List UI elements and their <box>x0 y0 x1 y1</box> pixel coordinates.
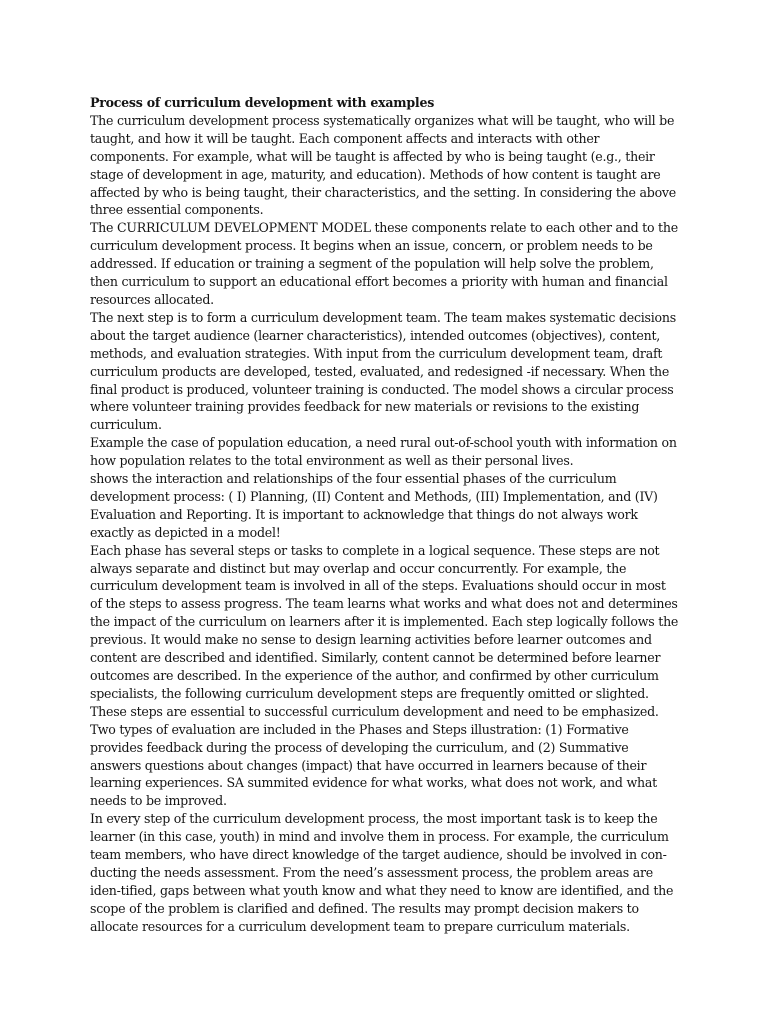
paragraph-3: The next step is to form a curriculum development team. The team makes systematic decisions about the target audience (learner characteristics), intended outcomes (objectives), content, methods, and evaluation strategies. With input from the curriculum development team, draft curriculum products are developed, tested, evaluated, and redesigned -if necessary. When the final product is produced, volunteer training is conducted. The model shows a circular process where volunteer training provides feedback for new materials or revisions to the existing curriculum. <box>90 309 676 433</box>
paragraph-1: The curriculum development process systematically organizes what will be taught, who will be taught, and how it will be taught. Each component affects and interacts with other components. For example, what will be taught is affected by who is being taught (e.g., their stage of development in age, maturity, and education). Methods of how content is taught are affected by who is being taught, their characteristics, and the setting. In considering the above three essential components. <box>90 112 676 218</box>
document-page <box>90 94 680 936</box>
paragraph-5: shows the interaction and relationships of the four essential phases of the curriculum development process: ( I) Planning, (II) Content and Methods, (III) Implementation, and (IV) Evaluation and Reporting. It is important to acknowledge that things do not always work exactly as depicted in a model! <box>90 471 658 540</box>
paragraph-6: Each phase has several steps or tasks to complete in a logical sequence. These steps are not always separate and distinct but may overlap and occur concurrently. For example, the curriculum development team is involved in all of the steps. Evaluations should occur in most of the steps to assess progress. The team learns what works and what does not and determines the impact of the curriculum on learners after it is implemented. Each step logically follows the previous. It would make no sense to design learning activities before learner outcomes and content are described and identified. Similarly, content cannot be determined before learner outcomes are described. In the experience of the author, and confirmed by other curriculum specialists, the following curriculum development steps are frequently omitted or slighted. These steps are essential to successful curriculum development and need to be emphasized. <box>90 542 679 719</box>
paragraph-8: In every step of the curriculum development process, the most important task is to keep the learner (in this case, youth) in mind and involve them in process. For example, the curriculum team members, who have direct knowledge of the target audience, should be involved in con-ducting the needs assessment. From the need’s assessment process, the problem areas are iden-tified, gaps between what youth know and what they need to know are identified, and the scope of the problem is clarified and defined. The results may prompt decision makers to allocate resources for a curriculum development team to prepare curriculum materials. <box>90 811 674 934</box>
document-title: Process of curriculum development with examples <box>90 95 435 110</box>
paragraph-7: Two types of evaluation are included in the Phases and Steps illustration: (1) Formative provides feedback during the process of developing the curriculum, and (2) Summative answers questions about changes (impact) that have occurred in learners because of their learning experiences. SA summited evidence for what works, what does not work, and what needs to be improved. <box>90 721 657 809</box>
paragraph-2: The CURRICULUM DEVELOPMENT MODEL these components relate to each other and to the curriculum development process. It begins when an issue, concern, or problem needs to be addressed. If education or training a segment of the population will help solve the problem, then curriculum to support an educational effort becomes a priority with human and financial resources allocated. <box>90 220 678 307</box>
paragraph-4: Example the case of population education, a need rural out-of-school youth with information on how population relates to the total environment as well as their personal lives. <box>90 435 677 469</box>
